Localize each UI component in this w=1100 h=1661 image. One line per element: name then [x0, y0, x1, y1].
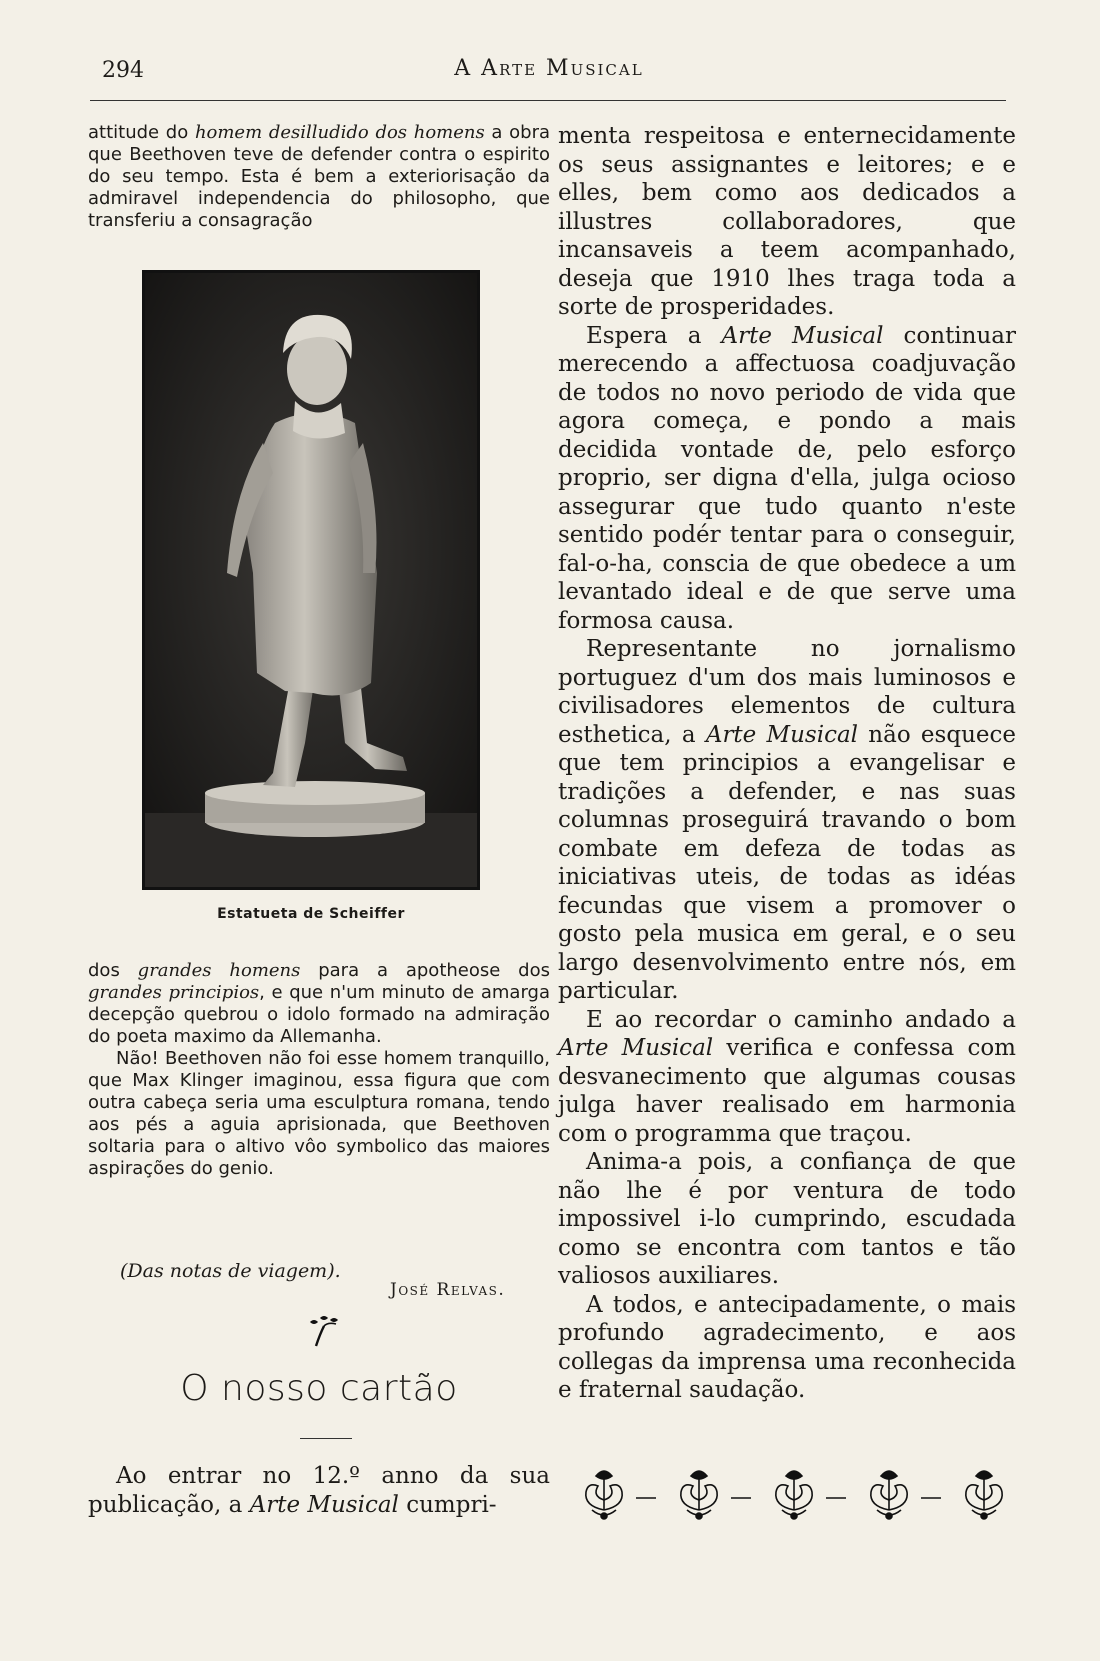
paragraph: Representante no jornalismo portuguez d'um dos mais luminosos e civilisadores elementos de cultura esthetica, a Arte Musical não esquece que tem principios a evangelisar e tradições a defender, e nas suas columnas proseguirá travando o bom combate em defeza de todas as iniciativas uteis, de todas as idéas fecundas que visem a promover o gosto pela musica em geral, e o seu largo desenvolvimento entre nós, em particular.: [558, 636, 1016, 1004]
left-column-bottom: [88, 1462, 550, 1519]
header-rule: [90, 100, 1006, 101]
right-column: [558, 122, 1016, 1405]
statuette-photo: [142, 270, 480, 890]
author-signature: José Relvas.: [390, 1280, 506, 1300]
paragraph: Anima-a pois, a confiança de que não lhe é por ventura de todo impossivel i-lo cumprindo, escudada como se encontra com tantos e tão valiosos auxiliares.: [558, 1149, 1016, 1289]
fleuron-ornament: [302, 1312, 346, 1350]
paragraph: Não! Beethoven não foi esse homem tranquillo, que Max Klinger imaginou, essa figura que com outra cabeça seria uma esculptura romana, tendo aos pés a aguia aprisionada, que Beethoven soltaria para o altivo vôo symbolico das maiores aspirações do genio.: [88, 1048, 550, 1179]
paragraph: A todos, e antecipadamente, o mais profundo agradecimento, e aos collegas da imprensa uma reconhecida e fraternal saudação.: [558, 1291, 1016, 1403]
source-note: (Das notas de viagem).: [120, 1260, 341, 1282]
decorative-border: [574, 1466, 1034, 1524]
left-column-top: [88, 122, 550, 232]
journal-title: A Arte Musical: [454, 56, 644, 81]
paragraph: Ao entrar no 12.º anno da sua publicação, a Arte Musical cumpri-: [88, 1463, 550, 1518]
paragraph: menta respeitosa e enternecidamente os seus assignantes e leitores; e e elles, bem como aos dedicados a illustres collaboradores, que incansaveis a teem acompanhado, deseja que 1910 lhes traga toda a sorte de prosperidades.: [558, 123, 1016, 320]
paragraph: attitude do homem desilludido dos homens a obra que Beethoven teve de defender contra o espirito do seu tempo. Esta é bem a exteriorisação da admiravel independencia do philosopho, que transferiu a consagração: [88, 122, 550, 231]
page-number: 294: [102, 58, 144, 83]
title-rule: [300, 1438, 352, 1439]
paragraph: E ao recordar o caminho andado a Arte Musical verifica e confessa com desvanecimento que algumas cousas julga haver realisado em harmonia com o programma que traçou.: [558, 1006, 1016, 1147]
section-title: O nosso cartão: [180, 1368, 458, 1409]
left-column-middle: [88, 960, 550, 1180]
running-head: [88, 54, 1010, 86]
paragraph: Espera a Arte Musical continuar merecendo a affectuosa coadjuvação de todos no novo periodo de vida que agora começa, e pondo a mais decidida vontade de, pelo esforço proprio, ser digna d'ella, julga ocioso assegurar que tudo quanto n'este sentido podér tentar para o conseguir, fal-o-ha, conscia de que obedece a um levantado ideal e de que serve uma formosa causa.: [558, 322, 1016, 634]
figure-caption: Estatueta de Scheiffer: [217, 906, 405, 922]
paragraph: dos grandes homens para a apotheose dos grandes principios, e que n'um minuto de amarga decepção quebrou o idolo formado na admiração do poeta maximo da Allemanha.: [88, 960, 550, 1047]
